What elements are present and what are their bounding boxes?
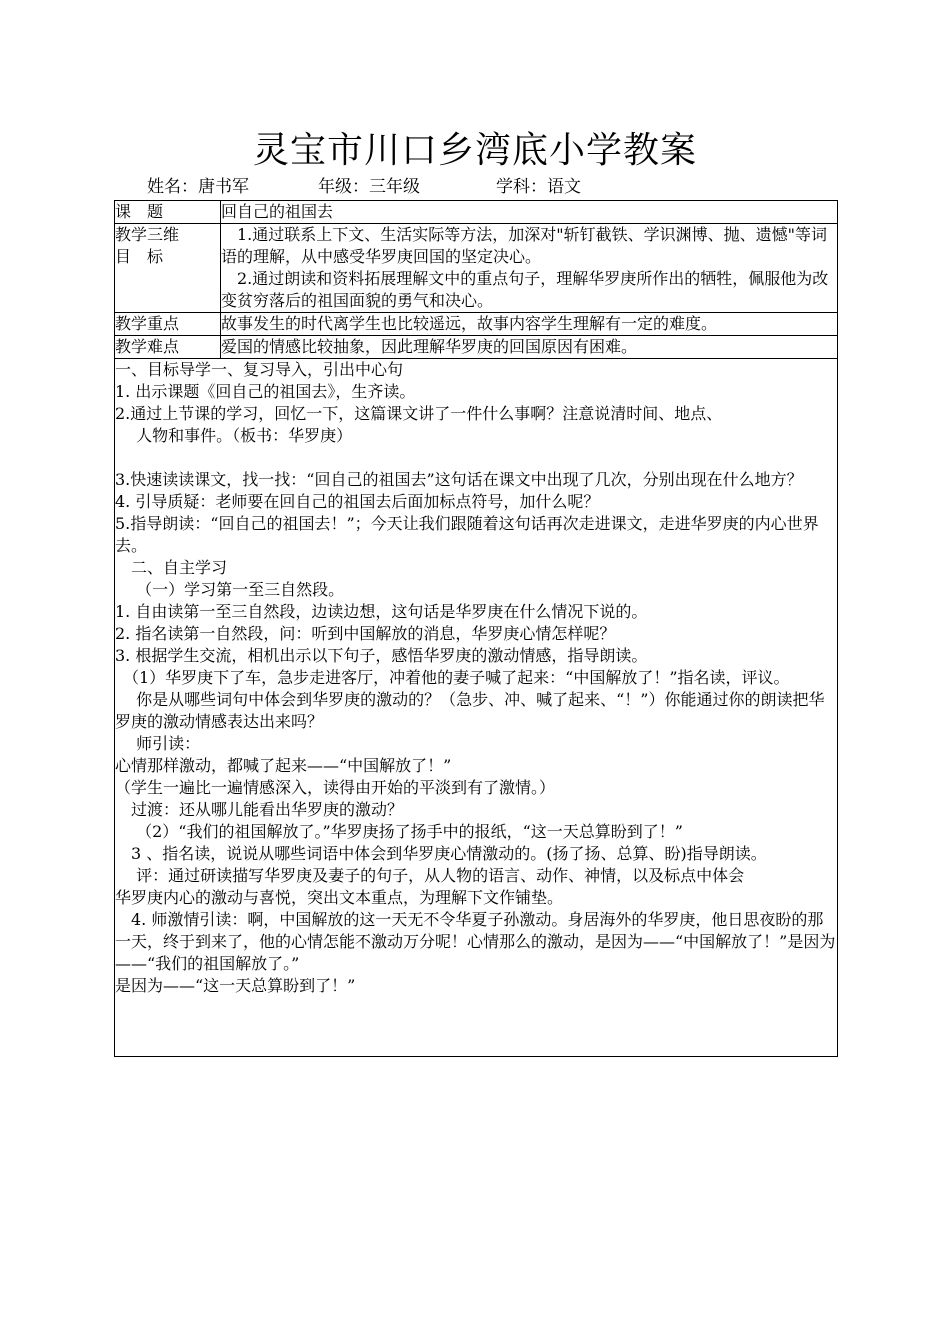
topic-value: 回自己的祖国去: [221, 201, 838, 224]
process-line: 二、自主学习: [115, 558, 228, 577]
goals-value: [221, 224, 838, 313]
subject: 学科：语文: [496, 177, 581, 197]
goals-row: [115, 224, 838, 313]
goals-label: [115, 224, 221, 313]
process-line: 一、目标导学一、复习导入，引出中心句: [115, 360, 404, 379]
grade: 年级：三年级: [318, 177, 420, 197]
lesson-plan-table: [114, 200, 838, 1057]
page-title: 灵宝市川口乡湾底小学教案: [252, 130, 697, 171]
goal-item: 1.通过联系上下文、生活实际等方法，加深对"斩钉截铁、学识渊博、抛、遗憾"等词语的理解，从中感受华罗庚回国的坚定决心。: [221, 225, 827, 266]
process-line: 华罗庚内心的激动与喜悦，突出文本重点，为理解下文作铺垫。: [115, 888, 564, 907]
process-line: 3.快速读读课文，找一找：“回自己的祖国去”这句话在课文中出现了几次，分别出现在什么地方？: [115, 470, 803, 489]
teacher-name: 姓名：唐书军: [147, 177, 249, 197]
process-line-blank: [115, 447, 837, 469]
process-line: 4. 师激情引读：啊，中国解放的这一天无不令华夏子孙激动。身居海外的华罗庚，他日思夜盼的那一天，终于到来了，他的心情怎能不激动万分呢！心情那么的激动，是因为——“中国解放了！”是因为——“我们的祖国解放了。”: [115, 910, 836, 973]
process-line: 4. 引导质疑：老师要在回自己的祖国去后面加标点符号，加什么呢？: [115, 492, 600, 511]
process-line: 是因为——“这一天总算盼到了！”: [115, 976, 356, 995]
process-line: 2.通过上节课的学习，回忆一下，这篇课文讲了一件什么事啊？注意说清时间、地点、: [115, 404, 723, 423]
teaching-process: [115, 359, 838, 1057]
process-line: 师引读：: [115, 734, 201, 753]
topic-row: [115, 201, 838, 224]
process-line: 评：通过研读描写华罗庚及妻子的句子，从人物的语言、动作、神情，以及标点中体会: [115, 866, 745, 885]
process-line: 过渡：还从哪儿能看出华罗庚的激动？: [115, 800, 404, 819]
process-line: 5.指导朗读：“回自己的祖国去！”；今天让我们跟随着这句话再次走进课文，走进华罗庚的内心世界去。: [115, 514, 819, 555]
topic-label: 课 题: [115, 201, 221, 224]
process-line: （学生一遍比一遍情感深入，读得由开始的平淡到有了激情。）: [115, 778, 556, 797]
difficulty-row: [115, 336, 838, 359]
process-line: 你是从哪些词句中体会到华罗庚的激动的？（急步、冲、喊了起来、“！”）你能通过你的朗读把华罗庚的激动情感表达出来吗？: [115, 690, 825, 731]
process-row: [115, 359, 838, 1057]
process-line: 3 、指名读，说说从哪些词语中体会到华罗庚心情激动的。(扬了扬、总算、盼)指导朗读。: [115, 844, 767, 863]
key-row: [115, 313, 838, 336]
process-line: 心情那样激动，都喊了起来——“中国解放了！”: [115, 756, 452, 775]
process-line: （一）学习第一至三自然段。: [115, 580, 345, 599]
process-line: 3. 根据学生交流，相机出示以下句子，感悟华罗庚的激动情感，指导朗读。: [115, 646, 648, 665]
goal-item: 2.通过朗读和资料拓展理解文中的重点句子，理解华罗庚所作出的牺牲，佩服他为改变贫穷落后的祖国面貌的勇气和决心。: [221, 269, 829, 310]
process-line: 人物和事件。（板书：华罗庚）: [115, 426, 353, 445]
process-line: 2. 指名读第一自然段，问：听到中国解放的消息，华罗庚心情怎样呢？: [115, 624, 616, 643]
key-value: 故事发生的时代离学生也比较遥远，故事内容学生理解有一定的难度。: [221, 313, 838, 336]
process-line: 1. 自由读第一至三自然段，边读边想，这句话是华罗庚在什么情况下说的。: [115, 602, 648, 621]
process-line: 1. 出示课题《回自己的祖国去》，生齐读。: [115, 382, 416, 401]
process-line: （1）华罗庚下了车，急步走进客厅，冲着他的妻子喊了起来：“中国解放了！”指名读，评议。: [115, 668, 790, 687]
key-label: 教学重点: [115, 313, 221, 336]
goals-label-line1: 教学三维: [115, 225, 180, 244]
difficulty-label: 教学难点: [115, 336, 221, 359]
difficulty-value: 爱国的情感比较抽象，因此理解华罗庚的回国原因有困难。: [221, 336, 838, 359]
process-line: （2）“我们的祖国解放了。”华罗庚扬了扬手中的报纸，“这一天总算盼到了！”: [115, 822, 683, 841]
goals-label-line2: 目 标: [115, 247, 164, 266]
